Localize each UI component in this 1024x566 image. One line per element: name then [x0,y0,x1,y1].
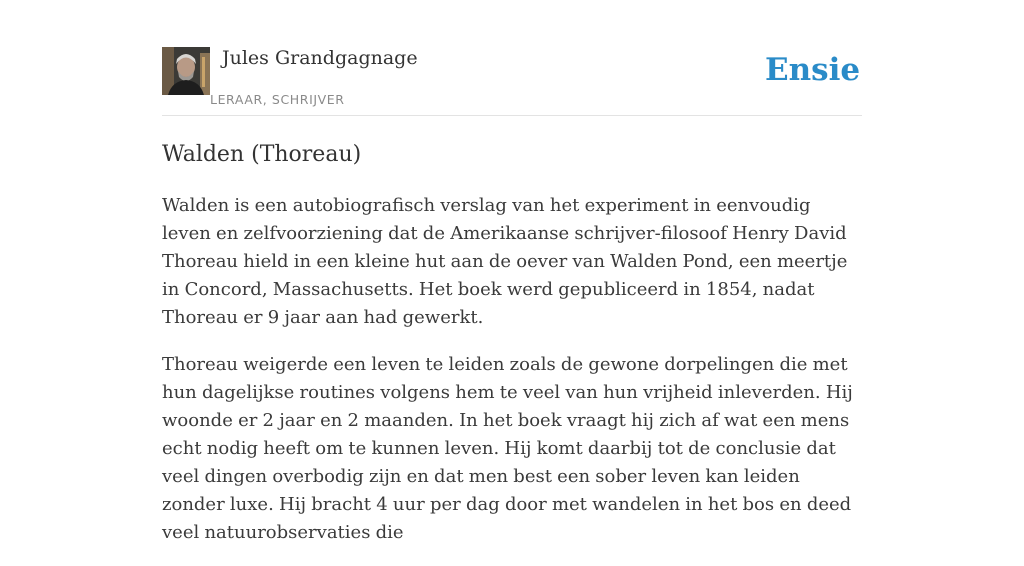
header-divider [162,115,862,116]
article-body [162,192,862,566]
author-name[interactable]: Jules Grandgagnage [222,47,418,69]
article-paragraph: Walden is een autobiografisch verslag van het experiment in eenvoudig leven en zelfvoorziening dat de Amerikaanse schrijver-filosoof Henry David Thoreau hield in een kleine hut aan de oever van Walden Pond, een meertje in Concord, Massachusetts. Het boek werd gepubliceerd in 1854, nadat Thoreau er 9 jaar aan had gewerkt. [162,195,848,328]
avatar-photo-icon [162,47,210,95]
page-title: Walden (Thoreau) [162,142,362,167]
author-role: LERAAR, SCHRIJVER [210,92,345,107]
article-paragraph: Thoreau weigerde een leven te leiden zoals de gewone dorpelingen die met hun dagelijkse routines volgens hem te veel van hun vrijheid inleverden. Hij woonde er 2 jaar en 2 maanden. In het boek vraagt hij zich af wat een mens echt nodig heeft om te kunnen leven. Hij komt daarbij tot de conclusie dat veel dingen overbodig zijn en dat men best een sober leven kan leiden zonder luxe. Hij bracht 4 uur per dag door met wandelen in het bos en deed veel natuurobservaties die [162,354,853,543]
author-avatar[interactable] [162,47,210,95]
brand-logo[interactable]: Ensie [765,52,861,88]
